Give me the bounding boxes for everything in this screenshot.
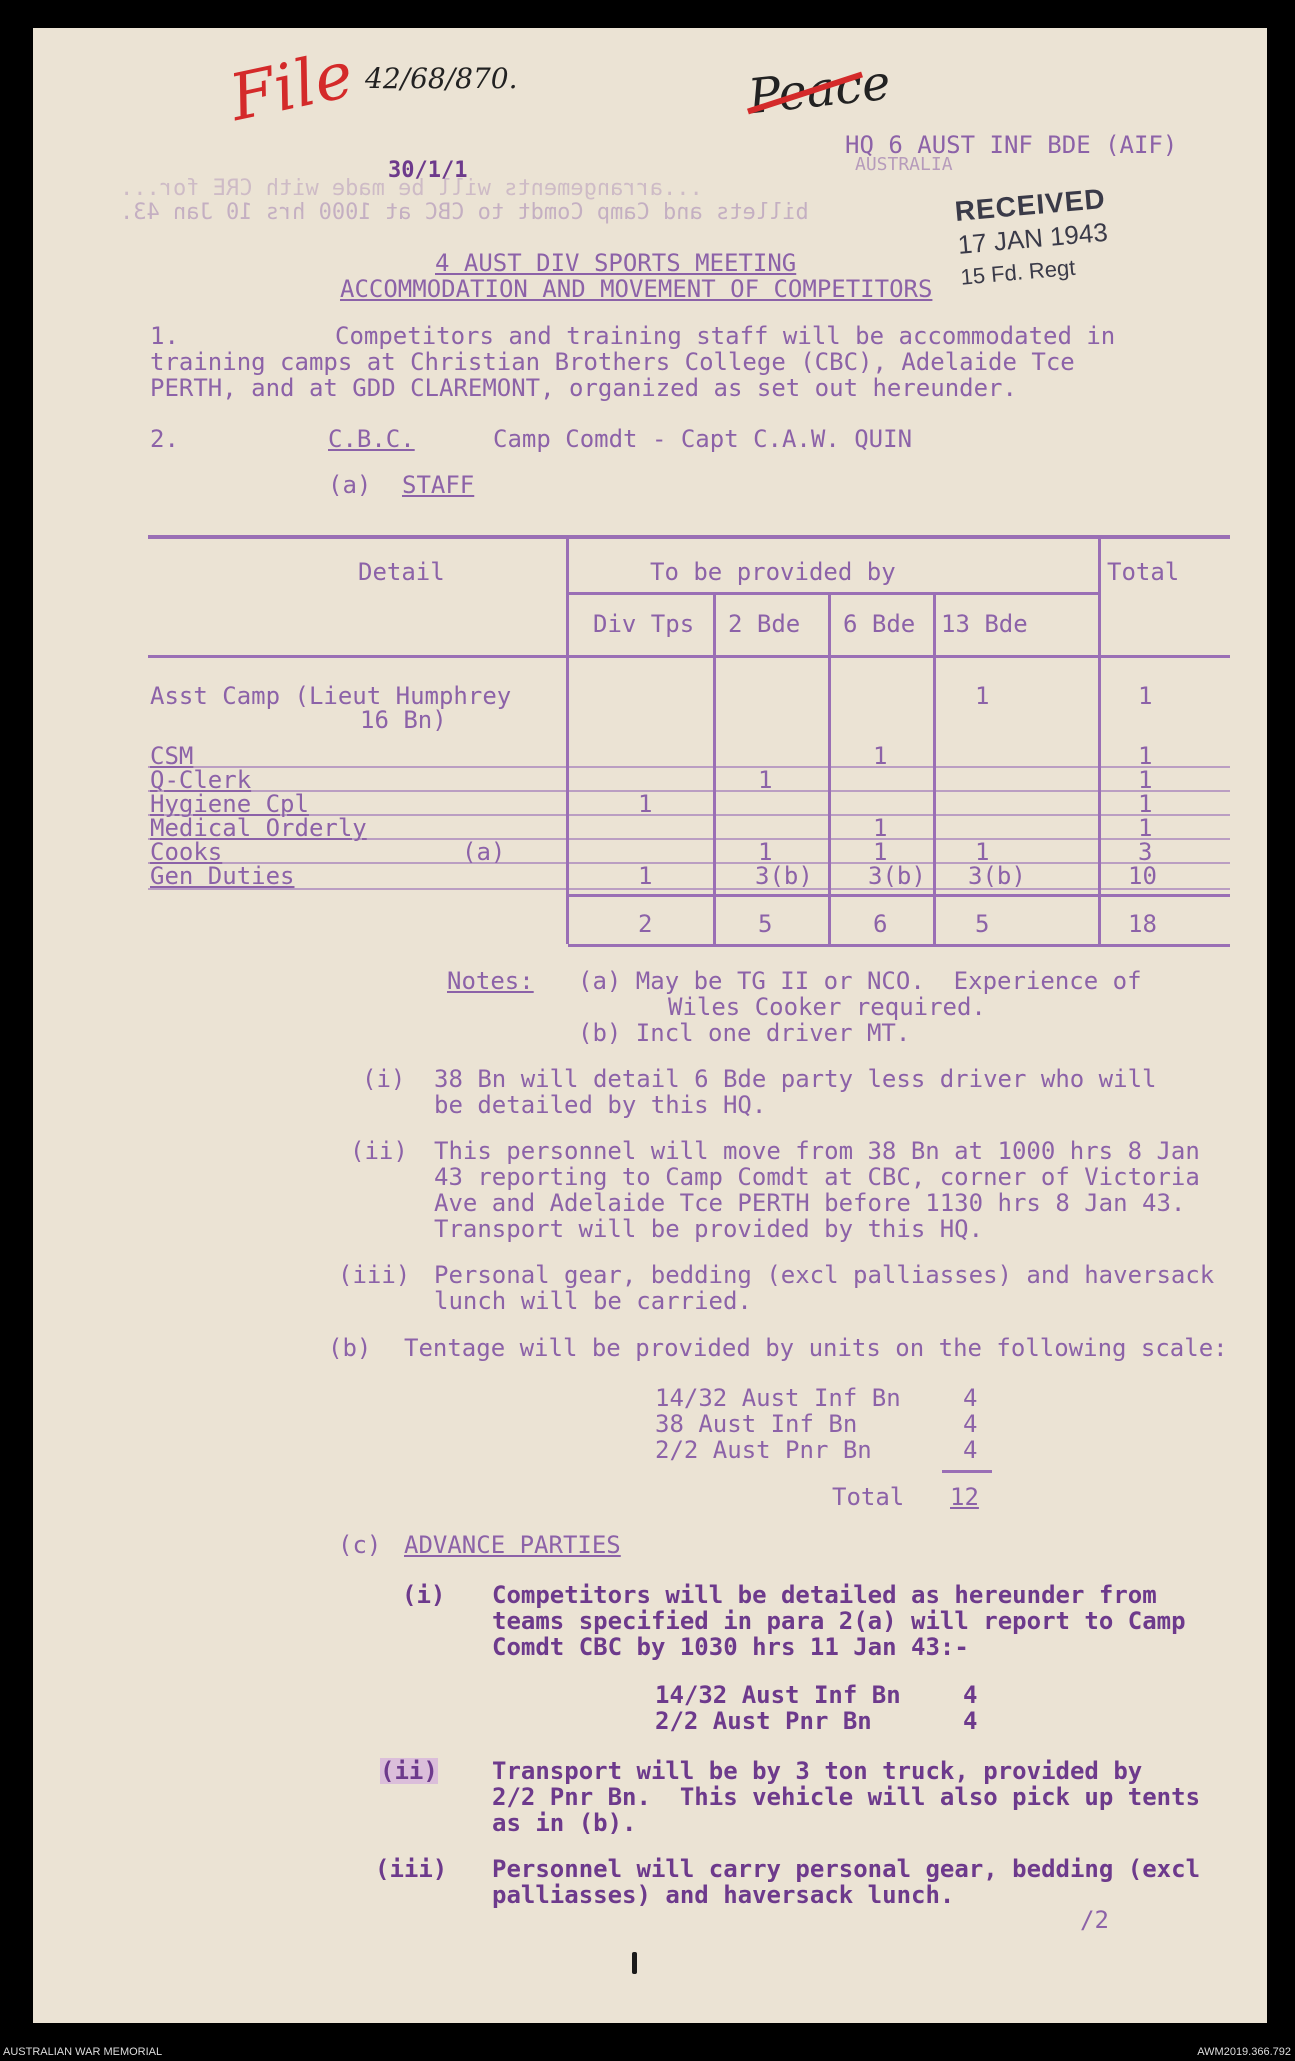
para-c-iii-line-1: Personnel will carry personal gear, bedding (excl (492, 1855, 1201, 1883)
row-duties-detail: Gen Duties (150, 862, 295, 890)
row-duties-total: 10 (1128, 862, 1157, 890)
row-cooks-detail: Cooks (150, 838, 223, 866)
table-rule-duties (148, 888, 1230, 890)
table-rule-top (148, 535, 1230, 539)
row-duties-2bde: 3(b) (755, 862, 813, 890)
totals-6bde: 6 (873, 910, 888, 938)
para-c-i-line-1: Competitors will be detailed as hereunder from (492, 1581, 1157, 1609)
table-subheader-2-bde: 2 Bde (728, 610, 801, 638)
doc-title-line-2: ACCOMMODATION AND MOVEMENT OF COMPETITORS (340, 275, 933, 303)
row-duties-divtps: 1 (638, 862, 653, 890)
para-c-ii-line-3: as in (b). (492, 1809, 637, 1837)
row-asst-camp-detail: Asst Camp (Lieut Humphrey (150, 682, 512, 710)
row-duties-6bde: 3(b) (868, 862, 926, 890)
row-hygiene-detail: Hygiene Cpl (150, 790, 309, 818)
para-c-i-number: (i) (402, 1581, 446, 1609)
row-csm-total: 1 (1138, 742, 1153, 770)
item-iii-line-1: Personal gear, bedding (excl palliasses) and haversack (434, 1261, 1215, 1289)
tentage-sum-rule (942, 1470, 992, 1473)
row-hygiene-divtps: 1 (638, 790, 653, 818)
row-cooks-13bde: 1 (975, 838, 990, 866)
para2-number: 2. (150, 425, 179, 453)
advance-unit-2: 2/2 Aust Pnr Bn (655, 1707, 872, 1735)
table-rule-cooks (148, 862, 1230, 864)
para1-line-1: Competitors and training staff will be accommodated in (335, 322, 1116, 350)
para-c-ii-line-2: 2/2 Pnr Bn. This vehicle will also pick up tents (492, 1783, 1201, 1811)
table-rule-bottom (568, 944, 1230, 947)
table-col-divider-1 (566, 537, 569, 944)
table-rule-subheader (568, 592, 1100, 595)
stamp-unit: 15 Fd. Regt (959, 254, 1077, 290)
tentage-unit-3: 2/2 Aust Pnr Bn (655, 1436, 872, 1464)
item-iii-line-2: lunch will be carried. (434, 1287, 752, 1315)
handwritten-file-number: 42/68/870. (365, 62, 518, 95)
item-ii-line-2: 43 reporting to Camp Comdt at CBC, corner of Victoria (434, 1163, 1200, 1191)
stamp-date: 17 JAN 1943 (956, 216, 1109, 260)
para-c-ii-line-1: Transport will be by 3 ton truck, provided by (492, 1757, 1143, 1785)
table-rule-header-bottom (148, 655, 1230, 658)
row-cooks-total: 3 (1138, 838, 1153, 866)
totals-13bde: 5 (975, 910, 990, 938)
row-qclerk-detail: Q-Clerk (150, 766, 252, 794)
tentage-unit-1: 14/32 Aust Inf Bn (655, 1384, 901, 1412)
row-medical-6bde: 1 (873, 814, 888, 842)
row-csm-6bde: 1 (873, 742, 888, 770)
tentage-qty-1: 4 (963, 1384, 978, 1412)
table-col-divider-3 (828, 592, 831, 944)
table-col-divider-2 (713, 592, 716, 944)
row-duties-13bde: 3(b) (968, 862, 1026, 890)
table-col-divider-4 (933, 592, 936, 944)
tentage-qty-2: 4 (963, 1410, 978, 1438)
stamp-received: RECEIVED (953, 182, 1107, 227)
notes-label: Notes: (447, 967, 534, 995)
item-ii-line-3: Ave and Adelaide Tce PERTH before 1130 hrs 8 Jan 43. (434, 1189, 1186, 1217)
row-csm-detail: CSM (150, 742, 194, 770)
table-subheader-div-tps: Div Tps (593, 610, 695, 638)
para2-camp-comdt: Camp Comdt - Capt C.A.W. QUIN (493, 425, 913, 453)
para1-number: 1. (150, 322, 179, 350)
totals-2bde: 5 (758, 910, 773, 938)
sender-location: AUSTRALIA (855, 154, 953, 175)
item-ii-number: (ii) (350, 1137, 408, 1165)
table-rule-qclerk (148, 790, 1230, 792)
row-qclerk-2bde: 1 (758, 766, 773, 794)
para2-sub-a: (a) (328, 471, 372, 499)
para-b-text: Tentage will be provided by units on the following scale: (404, 1334, 1228, 1362)
item-i-line-2: be detailed by this HQ. (434, 1091, 767, 1119)
handwritten-file-word: File (223, 37, 360, 137)
para-c-i-line-3: Comdt CBC by 1030 hrs 11 Jan 43:- (492, 1633, 969, 1661)
para2-camp: C.B.C. (328, 425, 415, 453)
para-c-i-line-2: teams specified in para 2(a) will report to Camp (492, 1607, 1186, 1635)
received-stamp (954, 180, 1143, 305)
para-b-number: (b) (328, 1334, 372, 1362)
row-qclerk-total: 1 (1138, 766, 1153, 794)
item-i-line-1: 38 Bn will detail 6 Bde party less driver who will (434, 1065, 1157, 1093)
row-asst-camp-detail-2: 16 Bn) (360, 706, 447, 734)
page-continuation-marker: /2 (1080, 1906, 1109, 1934)
bleed-through-line-2: ...arrangements will be made with CRE for... (120, 176, 703, 201)
para-c-ii-number: (ii) (380, 1757, 438, 1785)
para1-line-2: training camps at Christian Brothers College (CBC), Adelaide Tce (150, 348, 1075, 376)
sender-address: HQ 6 AUST INF BDE (AIF) (845, 131, 1178, 159)
totals-grand: 18 (1128, 910, 1157, 938)
table-subheader-6-bde: 6 Bde (843, 610, 916, 638)
note-a-line-2: Wiles Cooker required. (668, 993, 986, 1021)
doc-title-line-1: 4 AUST DIV SPORTS MEETING (435, 249, 797, 277)
row-cooks-6bde: 1 (873, 838, 888, 866)
ink-mark (632, 1952, 637, 1974)
row-hygiene-total: 1 (1138, 790, 1153, 818)
table-header-provided-by: To be provided by (650, 558, 896, 586)
note-a-line-1: (a) May be TG II or NCO. Experience of (578, 967, 1142, 995)
totals-divtps: 2 (638, 910, 653, 938)
row-asst-camp-total: 1 (1138, 682, 1153, 710)
tentage-total-label: Total (832, 1483, 905, 1511)
para-c-iii-line-2: palliasses) and haversack lunch. (492, 1881, 955, 1909)
tentage-qty-3: 4 (963, 1436, 978, 1464)
row-cooks-note: (a) (462, 838, 506, 866)
table-rule-csm (148, 766, 1230, 768)
table-subheader-13-bde: 13 Bde (941, 610, 1028, 638)
footer-accession-number: AWM2019.366.792 (1197, 2046, 1291, 2058)
para-c-title: ADVANCE PARTIES (404, 1531, 621, 1559)
item-i-number: (i) (362, 1065, 406, 1093)
advance-qty-1: 4 (963, 1681, 978, 1709)
row-asst-camp-13bde: 1 (975, 682, 990, 710)
item-ii-line-1: This personnel will move from 38 Bn at 1000 hrs 8 Jan (434, 1137, 1200, 1165)
note-b: (b) Incl one driver MT. (578, 1019, 911, 1047)
advance-unit-1: 14/32 Aust Inf Bn (655, 1681, 901, 1709)
advance-qty-2: 4 (963, 1707, 978, 1735)
table-header-detail: Detail (358, 558, 445, 586)
para1-line-3: PERTH, and at GDD CLAREMONT, organized as set out hereunder. (150, 374, 1017, 402)
table-col-divider-5 (1098, 537, 1101, 944)
footer-archive-name: AUSTRALIAN WAR MEMORIAL (3, 2046, 163, 2058)
para-c-number: (c) (338, 1531, 382, 1559)
tentage-unit-2: 38 Aust Inf Bn (655, 1410, 858, 1438)
reference-number: 30/1/1 (388, 158, 468, 183)
para2-staff-heading: STAFF (402, 471, 475, 499)
row-medical-total: 1 (1138, 814, 1153, 842)
para-c-iii-number: (iii) (375, 1855, 448, 1883)
row-medical-detail: Medical Orderly (150, 814, 367, 842)
table-header-total: Total (1107, 558, 1180, 586)
tentage-total-value: 12 (950, 1483, 979, 1511)
row-cooks-2bde: 1 (758, 838, 773, 866)
table-rule-totals-top (568, 894, 1230, 897)
bleed-through-line-1: billets and Camp Comdt to CBC at 1000 hrs 10 Jan 43. (120, 200, 809, 225)
item-iii-number: (iii) (338, 1261, 411, 1289)
item-ii-line-4: Transport will be provided by this HQ. (434, 1215, 984, 1243)
